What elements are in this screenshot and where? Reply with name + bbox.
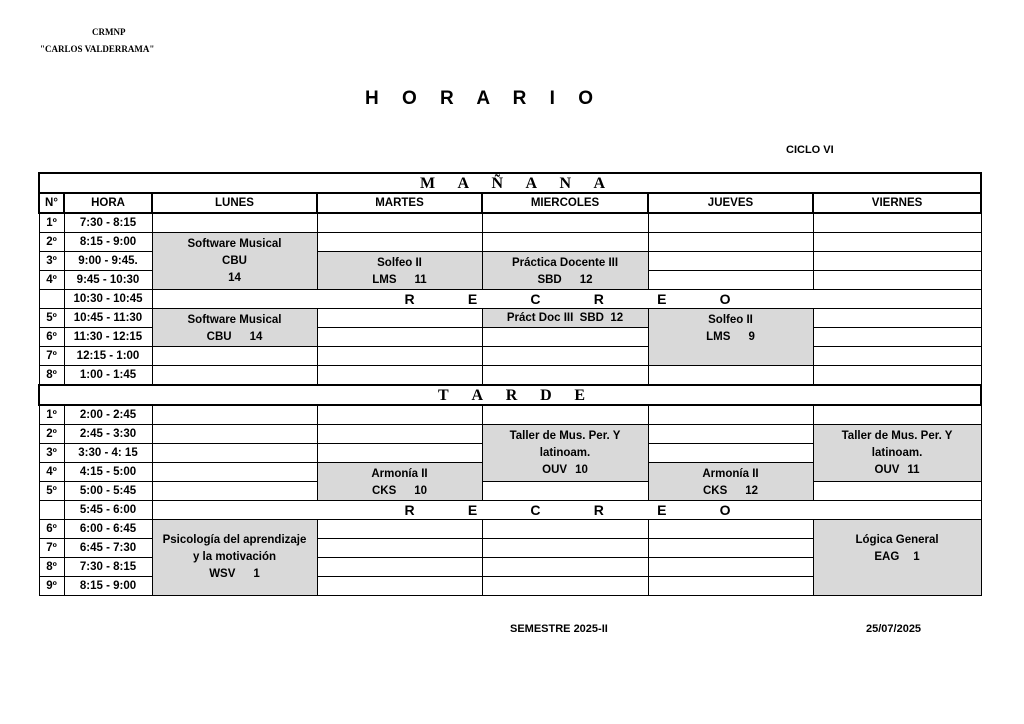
- course-number: 14: [228, 272, 241, 284]
- period-number: 9º: [39, 577, 64, 596]
- empty-cell: [317, 233, 482, 252]
- period-time: 6:45 - 7:30: [64, 539, 152, 558]
- empty-cell: [648, 405, 813, 425]
- empty-cell: [482, 405, 648, 425]
- course-code: SBD: [537, 274, 562, 286]
- recess-row: [39, 290, 981, 309]
- institution-full-name: "CARLOS VALDERRAMA": [40, 44, 155, 54]
- period-number: 8º: [39, 366, 64, 386]
- recess-label: R E C R E O: [152, 290, 981, 309]
- course-cell-wednesday-practica-docente: [482, 252, 648, 290]
- course-name: Solfeo II: [708, 314, 753, 326]
- course-number: 11: [907, 464, 920, 476]
- empty-cell: [317, 213, 482, 233]
- course-code: CBU: [222, 255, 247, 267]
- col-header-time: HORA: [64, 193, 152, 213]
- empty-cell: [648, 213, 813, 233]
- period-number: 8º: [39, 558, 64, 577]
- empty-cell: [482, 366, 648, 386]
- empty-cell: [648, 444, 813, 463]
- empty-cell: [813, 271, 981, 290]
- institution-short-name: CRMNP: [92, 27, 126, 37]
- table-row: [39, 347, 981, 366]
- empty-cell: [152, 405, 317, 425]
- period-number: 1º: [39, 405, 64, 425]
- morning-section-header: M A Ñ A N A: [39, 173, 981, 193]
- course-name: Armonía II: [371, 468, 428, 480]
- course-name-cont: latinoam.: [871, 447, 923, 459]
- period-number: 5º: [39, 482, 64, 501]
- empty-cell: [317, 444, 482, 463]
- empty-cell: [152, 366, 317, 386]
- period-number: 5º: [39, 309, 64, 328]
- course-number: 1: [253, 568, 260, 580]
- period-number: 2º: [39, 233, 64, 252]
- period-number: 7º: [39, 539, 64, 558]
- course-cell-monday-software-musical-2: [152, 309, 317, 347]
- empty-cell: [317, 558, 482, 577]
- course-code: WSV: [209, 568, 236, 580]
- period-number: 2º: [39, 425, 64, 444]
- course-code: CKS: [371, 485, 397, 497]
- empty-cell: [317, 328, 482, 347]
- course-cell-wednesday-pract-doc: Práct Doc III SBD 12: [482, 309, 648, 328]
- empty-cell: [813, 309, 981, 328]
- recess-label: R E C R E O: [152, 501, 981, 520]
- course-cell-friday-logica: [813, 520, 981, 596]
- empty-cell: [813, 213, 981, 233]
- course-number: 10: [414, 485, 428, 497]
- course-name: Práctica Docente III: [511, 257, 619, 269]
- period-number: 4º: [39, 463, 64, 482]
- course-name: Solfeo II: [377, 257, 422, 269]
- empty-cell: [317, 309, 482, 328]
- course-code: CKS: [702, 485, 728, 497]
- course-number: 11: [414, 274, 427, 286]
- empty-cell: [39, 290, 64, 309]
- course-code: OUV: [874, 464, 900, 476]
- col-header-friday: VIERNES: [813, 193, 981, 213]
- table-row: [39, 405, 981, 425]
- morning-section-row: [39, 173, 981, 193]
- empty-cell: [482, 328, 648, 347]
- course-name: Taller de Mus. Per. Y: [841, 430, 953, 442]
- course-name: Taller de Mus. Per. Y: [509, 430, 621, 442]
- table-row: [39, 233, 981, 252]
- empty-cell: [813, 366, 981, 386]
- course-cell-friday-taller: [813, 425, 981, 482]
- recess-time: 10:30 - 10:45: [64, 290, 152, 309]
- empty-cell: [648, 425, 813, 444]
- period-time: 11:30 - 12:15: [64, 328, 152, 347]
- period-time: 3:30 - 4: 15: [64, 444, 152, 463]
- period-time: 1:00 - 1:45: [64, 366, 152, 386]
- empty-cell: [813, 233, 981, 252]
- course-code: LMS: [706, 331, 731, 343]
- date-label: 25/07/2025: [866, 623, 922, 635]
- period-number: 4º: [39, 271, 64, 290]
- course-code: CBU: [206, 331, 232, 343]
- period-number: 7º: [39, 347, 64, 366]
- empty-cell: [152, 213, 317, 233]
- period-time: 7:30 - 8:15: [64, 213, 152, 233]
- empty-cell: [648, 539, 813, 558]
- empty-cell: [648, 271, 813, 290]
- table-row: [39, 425, 981, 444]
- table-row: [39, 213, 981, 233]
- course-number: 12: [579, 274, 593, 286]
- course-number: 14: [249, 331, 263, 343]
- empty-cell: [317, 520, 482, 539]
- period-time: 9:00 - 9:45.: [64, 252, 152, 271]
- period-time: 5:00 - 5:45: [64, 482, 152, 501]
- period-time: 8:15 - 9:00: [64, 577, 152, 596]
- empty-cell: [152, 444, 317, 463]
- course-cell-thursday-armonia: [648, 463, 813, 501]
- empty-cell: [482, 520, 648, 539]
- column-header-row: [39, 193, 981, 213]
- recess-time: 5:45 - 6:00: [64, 501, 152, 520]
- course-number: 12: [745, 485, 759, 497]
- empty-cell: [482, 233, 648, 252]
- empty-cell: [482, 577, 648, 596]
- empty-cell: [152, 347, 317, 366]
- empty-cell: [152, 425, 317, 444]
- empty-cell: [648, 558, 813, 577]
- empty-cell: [482, 213, 648, 233]
- empty-cell: [648, 233, 813, 252]
- course-cell-wednesday-taller: [482, 425, 648, 482]
- period-time: 12:15 - 1:00: [64, 347, 152, 366]
- period-number: 6º: [39, 328, 64, 347]
- afternoon-section-row: [39, 385, 981, 405]
- empty-cell: [813, 482, 981, 501]
- course-cell-monday-psicologia: [152, 520, 317, 596]
- empty-cell: [482, 347, 648, 366]
- empty-cell: [317, 539, 482, 558]
- period-number: 3º: [39, 444, 64, 463]
- afternoon-section-header: T A R D E: [39, 385, 981, 405]
- semester-label: SEMESTRE 2025-II: [510, 623, 608, 635]
- empty-cell: [813, 347, 981, 366]
- period-time: 7:30 - 8:15: [64, 558, 152, 577]
- table-row: [39, 482, 981, 501]
- empty-cell: [317, 366, 482, 386]
- cycle-label: CICLO VI: [786, 144, 834, 156]
- period-time: 4:15 - 5:00: [64, 463, 152, 482]
- empty-cell: [482, 482, 648, 501]
- table-row: [39, 366, 981, 386]
- course-number: 10: [575, 464, 588, 476]
- empty-cell: [648, 366, 813, 386]
- empty-cell: [813, 328, 981, 347]
- period-number: 3º: [39, 252, 64, 271]
- empty-cell: [813, 252, 981, 271]
- empty-cell: [482, 558, 648, 577]
- col-header-thursday: JUEVES: [648, 193, 813, 213]
- period-time: 9:45 - 10:30: [64, 271, 152, 290]
- course-cell-tuesday-solfeo: [317, 252, 482, 290]
- course-number: 1: [913, 551, 920, 563]
- course-name: Psicología del aprendizaje: [162, 534, 307, 546]
- course-name: Lógica General: [855, 534, 939, 546]
- schedule-table: [38, 172, 982, 596]
- empty-cell: [317, 425, 482, 444]
- period-number: 6º: [39, 520, 64, 539]
- course-number: 9: [748, 331, 755, 343]
- period-number: 1º: [39, 213, 64, 233]
- empty-cell: [648, 577, 813, 596]
- col-header-number: N°: [39, 193, 64, 213]
- course-code: OUV: [542, 464, 568, 476]
- course-name-cont: y la motivación: [192, 551, 277, 563]
- empty-cell: [152, 482, 317, 501]
- course-code: LMS: [372, 274, 397, 286]
- page-title: H O R A R I O: [365, 88, 602, 109]
- table-row: [39, 309, 981, 328]
- period-time: 6:00 - 6:45: [64, 520, 152, 539]
- course-cell-monday-software-musical: [152, 233, 317, 290]
- empty-cell: [152, 463, 317, 482]
- period-time: 2:45 - 3:30: [64, 425, 152, 444]
- course-name: Software Musical: [187, 238, 282, 250]
- col-header-monday: LUNES: [152, 193, 317, 213]
- empty-cell: [648, 252, 813, 271]
- empty-cell: [317, 405, 482, 425]
- course-name: Armonía II: [702, 468, 759, 480]
- course-cell-tuesday-armonia: [317, 463, 482, 501]
- course-name-cont: latinoam.: [539, 447, 591, 459]
- empty-cell: [648, 520, 813, 539]
- table-row: [39, 520, 981, 539]
- empty-cell: [317, 347, 482, 366]
- empty-cell: [482, 539, 648, 558]
- empty-cell: [813, 405, 981, 425]
- col-header-wednesday: MIERCOLES: [482, 193, 648, 213]
- course-cell-thursday-solfeo: [648, 309, 813, 366]
- col-header-tuesday: MARTES: [317, 193, 482, 213]
- recess-row: [39, 501, 981, 520]
- course-code: EAG: [874, 551, 900, 563]
- course-name: Software Musical: [187, 314, 282, 326]
- period-time: 10:45 - 11:30: [64, 309, 152, 328]
- period-time: 8:15 - 9:00: [64, 233, 152, 252]
- period-time: 2:00 - 2:45: [64, 405, 152, 425]
- empty-cell: [317, 577, 482, 596]
- empty-cell: [39, 501, 64, 520]
